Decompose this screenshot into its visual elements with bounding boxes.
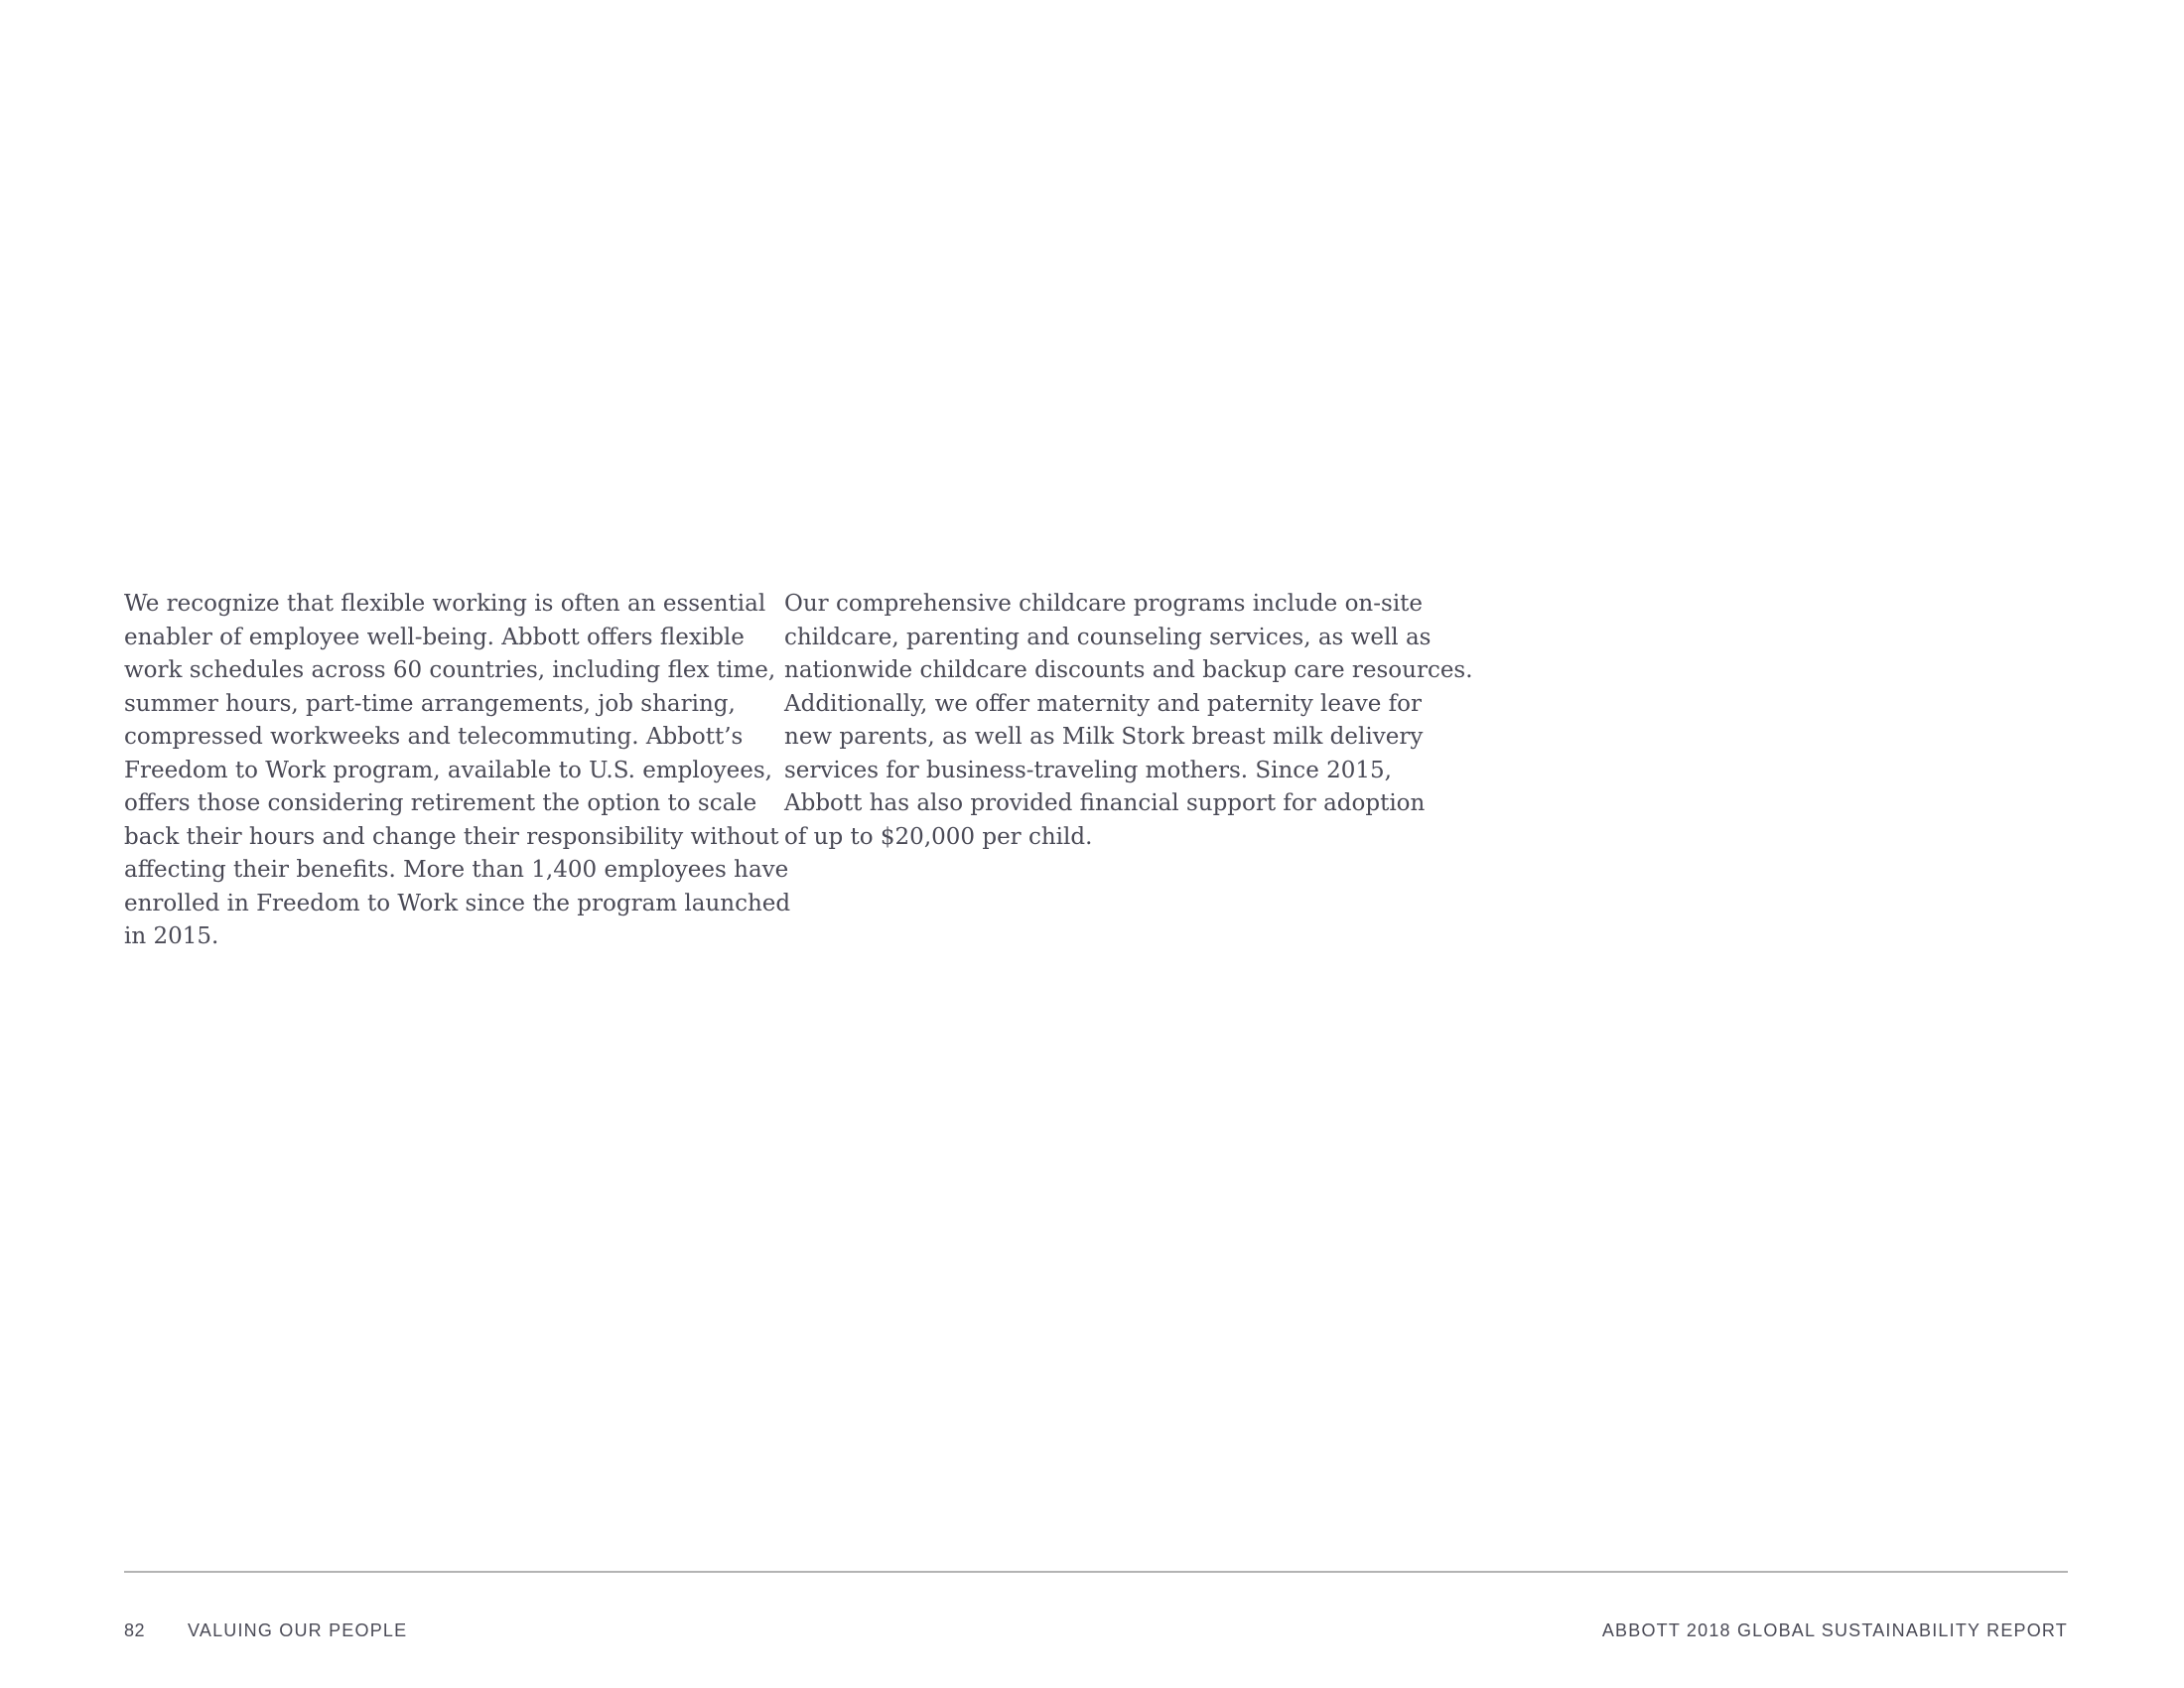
paragraph-line: affecting their benefits. More than 1,400 employees have bbox=[124, 857, 789, 883]
paragraph-line: back their hours and change their responsibility without bbox=[124, 823, 779, 850]
paragraph-line: Additionally, we offer maternity and paternity leave for bbox=[784, 690, 1422, 717]
paragraph-line: summer hours, part-time arrangements, job sharing, bbox=[124, 690, 736, 717]
footer-divider bbox=[124, 1571, 2068, 1573]
paragraph-line: childcare, parenting and counseling services, as well as bbox=[784, 624, 1432, 650]
paragraph-line: services for business-traveling mothers. Since 2015, bbox=[784, 757, 1392, 783]
paragraph-line: Abbott has also provided financial support for adoption bbox=[784, 790, 1426, 816]
paragraph-line: Freedom to Work program, available to U.S. employees, bbox=[124, 757, 772, 783]
report-title: ABBOTT 2018 GLOBAL SUSTAINABILITY REPORT bbox=[1601, 1620, 2068, 1640]
paragraph-line: Our comprehensive childcare programs include on-site bbox=[784, 591, 1424, 617]
paragraph-line: work schedules across 60 countries, including flex time, bbox=[124, 657, 776, 683]
paragraph-line: offers those considering retirement the option to scale bbox=[124, 790, 757, 816]
paragraph-line: We recognize that flexible working is often an essential bbox=[124, 591, 766, 617]
page-number: 82 bbox=[124, 1620, 146, 1640]
section-title: VALUING OUR PEOPLE bbox=[188, 1620, 408, 1640]
paragraph-line: of up to $20,000 per child. bbox=[784, 823, 1093, 850]
paragraph-line: compressed workweeks and telecommuting. Abbott’s bbox=[124, 724, 744, 750]
body-column-left bbox=[124, 588, 791, 954]
paragraph-line: new parents, as well as Milk Stork breast milk delivery bbox=[784, 724, 1424, 750]
paragraph-line: nationwide childcare discounts and backup care resources. bbox=[784, 657, 1473, 683]
paragraph-line: enabler of employee well-being. Abbott offers flexible bbox=[124, 624, 745, 650]
body-column-right bbox=[784, 588, 1473, 854]
paragraph-line: enrolled in Freedom to Work since the program launched bbox=[124, 890, 791, 916]
paragraph-line: in 2015. bbox=[124, 923, 219, 949]
